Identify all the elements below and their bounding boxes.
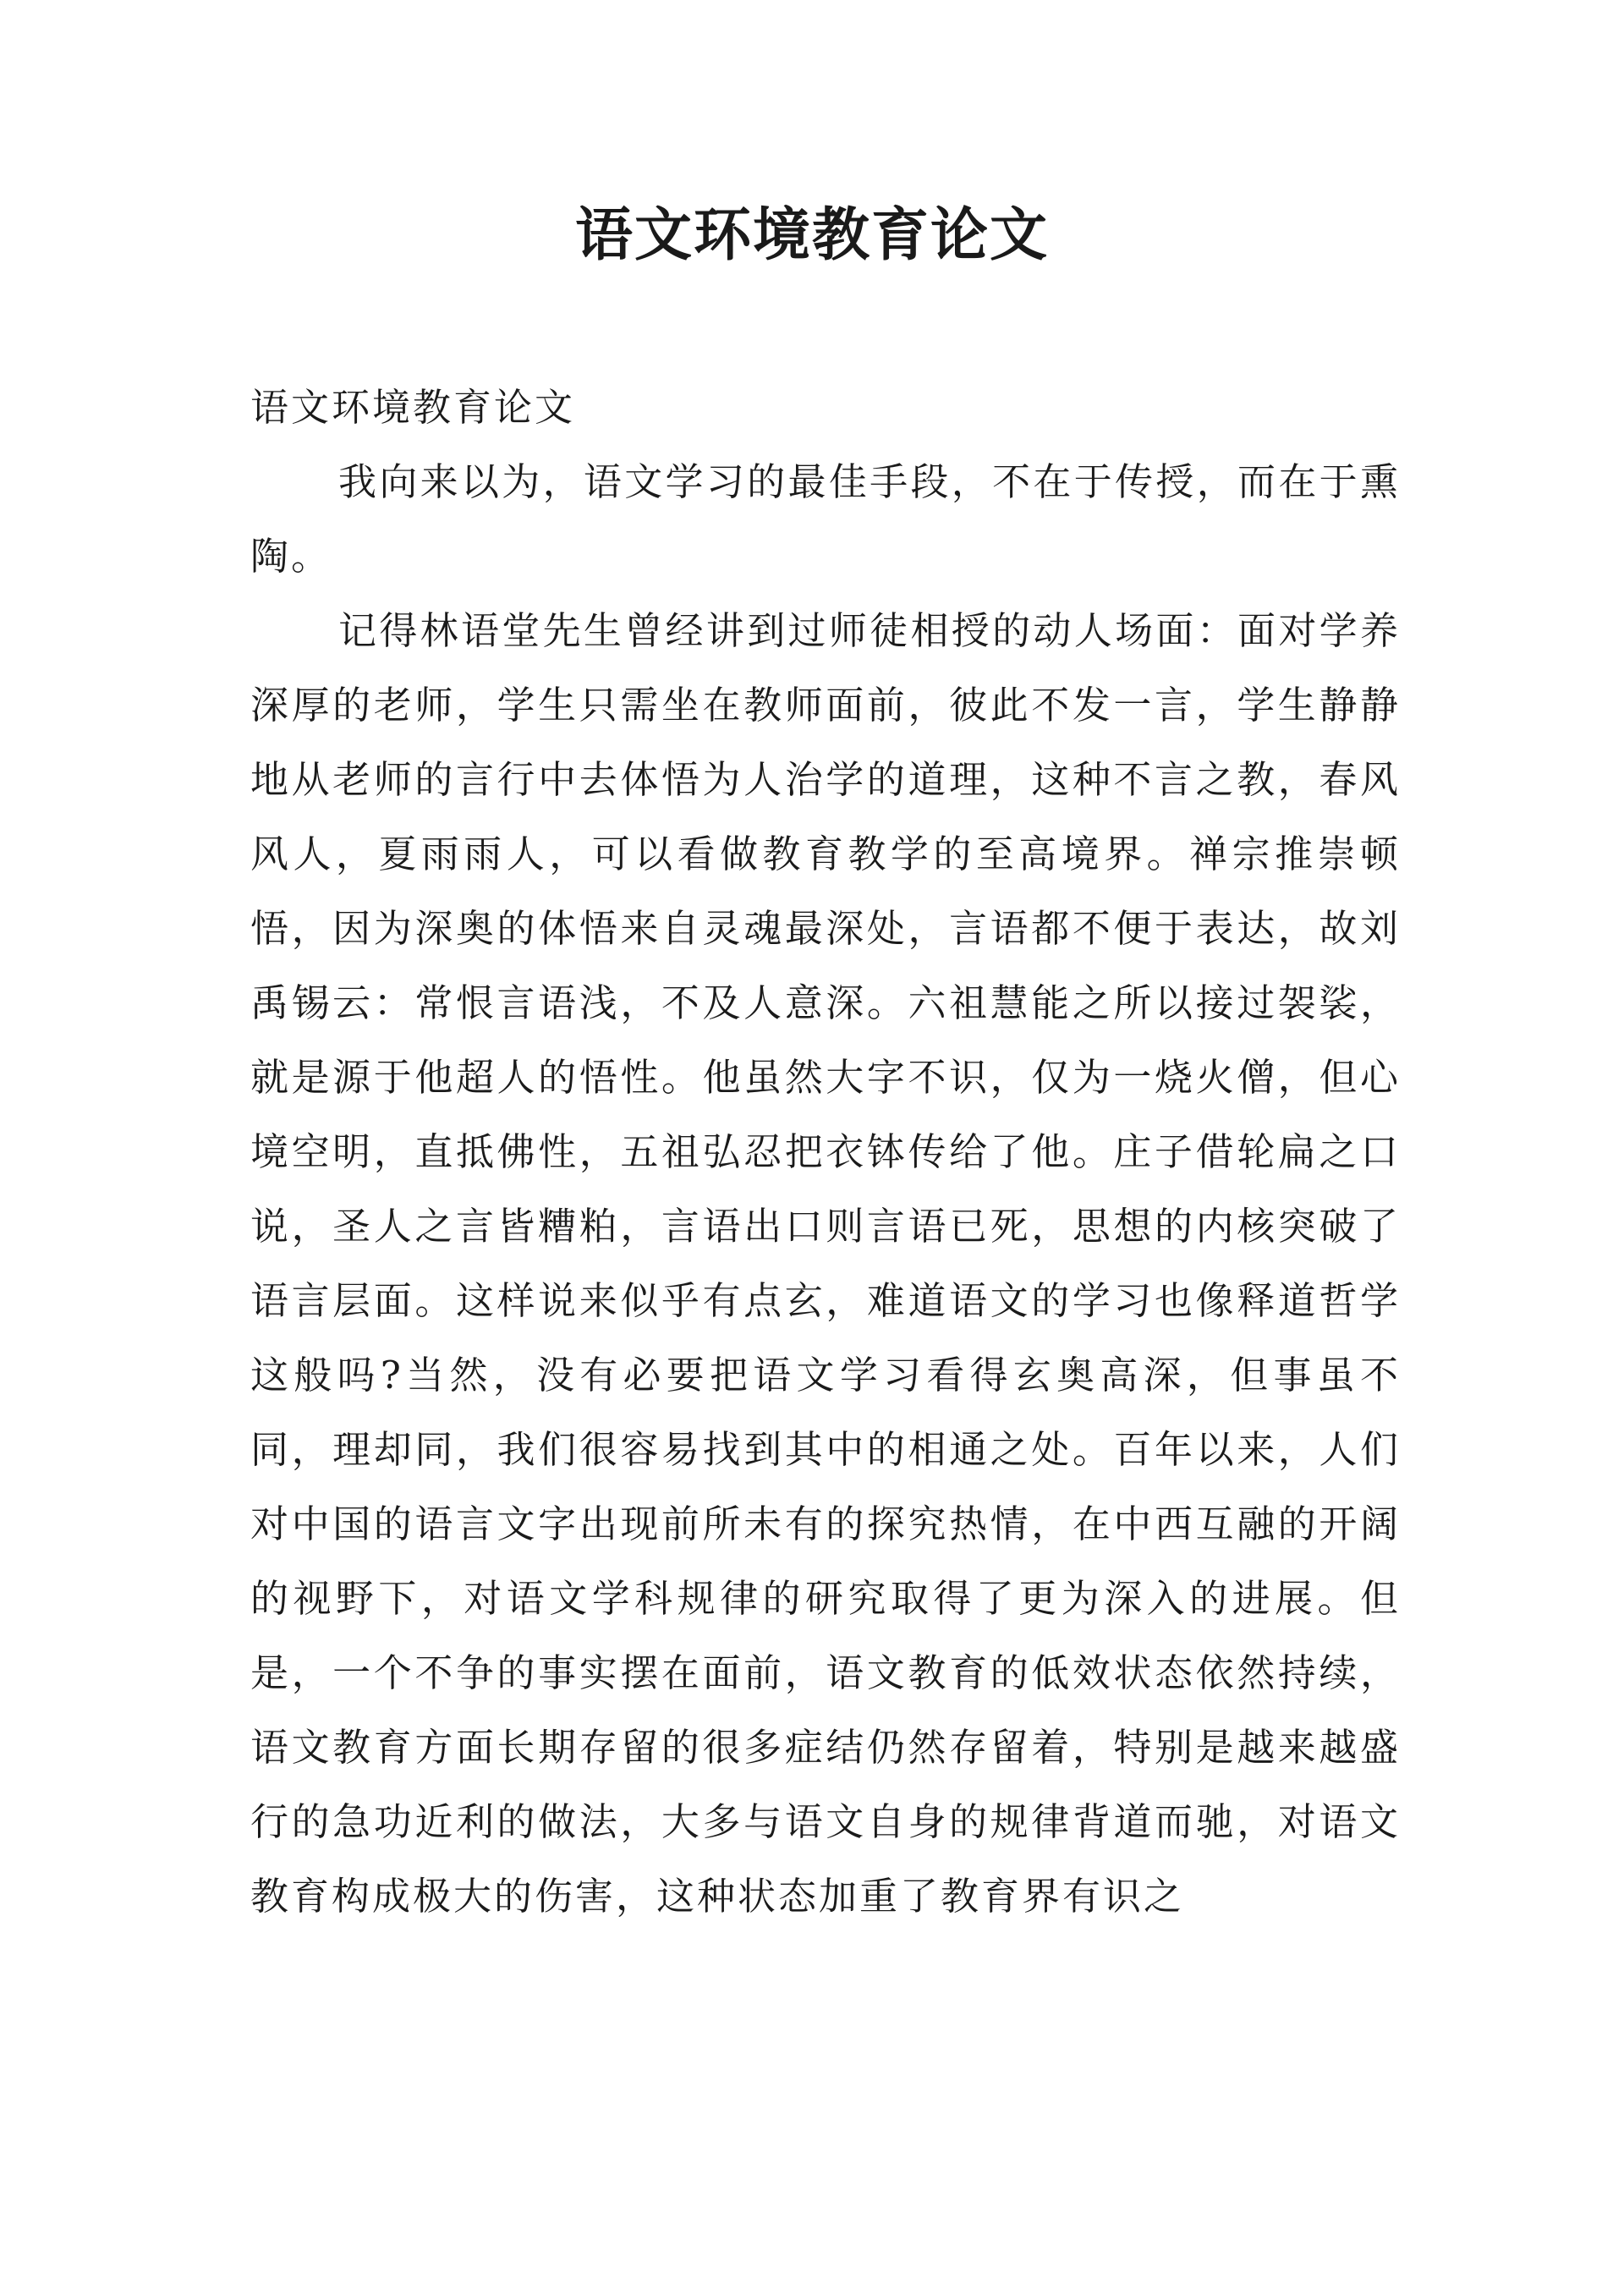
document-subtitle: 语文环境教育论文 <box>250 385 576 430</box>
body-paragraph: 记得林语堂先生曾经讲到过师徒相授的动人场面：面对学养深厚的老师，学生只需坐在教师面前，彼此不发一言，学生静静地从老师的言行中去体悟为人治学的道理，这种不言之教，春风风人，夏雨雨人，可以看做教育教学的至高境界。禅宗推崇顿悟，因为深奥的体悟来自灵魂最深处，言语都不便于表达，故刘禹锡云：常恨言语浅，不及人意深。六祖慧能之所以接过袈裟，就是源于他超人的悟性。他虽然大字不识，仅为一烧火僧，但心境空明，直抵佛性，五祖弘忍把衣钵传给了他。庄子借轮扁之口说，圣人之言皆糟粕，言语出口则言语已死，思想的内核突破了语言层面。这样说来似乎有点玄，难道语文的学习也像释道哲学这般吗?当然，没有必要把语文学习看得玄奥高深，但事虽不同，理却同，我们很容易找到其中的相通之处。百年以来，人们对中国的语言文字出现前所未有的探究热情，在中西互融的开阔的视野下，对语文学科规律的研究取得了更为深入的进展。但是，一个不争的事实摆在面前，语文教育的低效状态依然持续，语文教育方面长期存留的很多症结仍然存留着，特别是越来越盛行的急功近利的做法，大多与语文自身的规律背道而驰，对语文教育构成极大的伤害，这种状态加重了教育界有识之 <box>250 608 1401 1919</box>
document-title: 语文环境教育论文 <box>574 201 1049 269</box>
document-body <box>250 371 1401 1934</box>
body-paragraph: 我向来以为，语文学习的最佳手段，不在于传授，而在于熏陶。 <box>250 459 1401 579</box>
